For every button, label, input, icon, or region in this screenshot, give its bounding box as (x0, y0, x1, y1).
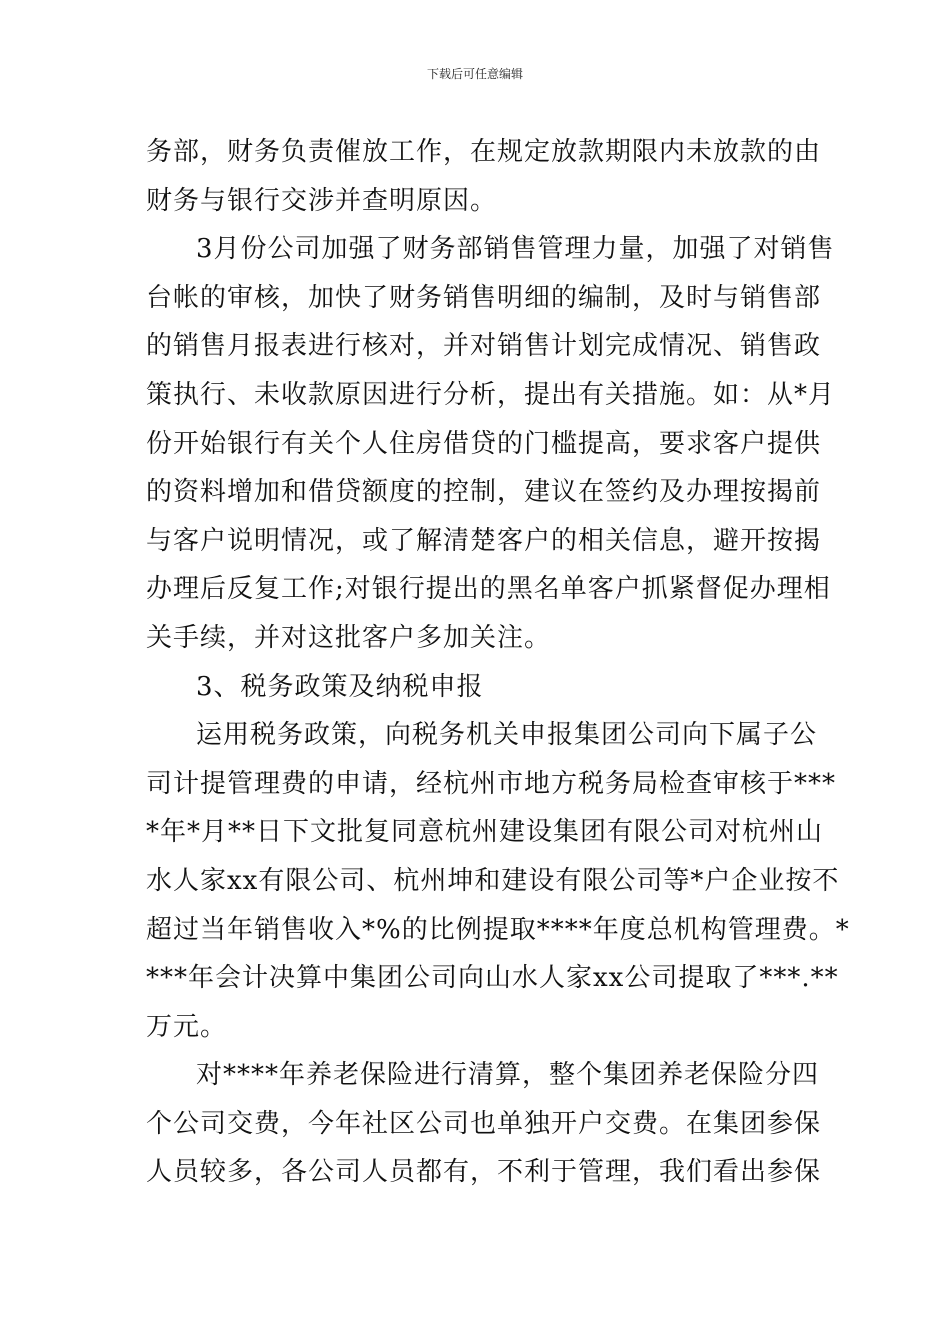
text-line: 份开始银行有关个人住房借贷的门槛提高，要求客户提供 (146, 428, 822, 459)
text-line: 策执行、未收款原因进行分析，提出有关措施。如：从*月 (146, 379, 836, 410)
section-heading: 3、税务政策及纳税申报 (196, 671, 484, 702)
text-line: 的销售月报表进行核对，并对销售计划完成情况、销售政 (146, 331, 822, 362)
text-line: 务部，财务负责催放工作，在规定放款期限内未放款的由 (146, 137, 822, 167)
text-line: 司计提管理费的申请，经杭州市地方税务局检查审核于*** (146, 768, 837, 799)
text-line: 关手续，并对这批客户多加关注。 (146, 622, 552, 653)
page-header: 下载后可任意编辑 (426, 67, 523, 81)
text-line: *年*月**日下文批复同意杭州建设集团有限公司对杭州山 (146, 817, 824, 848)
text-line: 台帐的审核，加快了财务销售明细的编制，及时与销售部 (146, 282, 822, 313)
text-line: 超过当年销售收入*%的比例提取****年度总机构管理费。* (146, 914, 850, 945)
text-line: 万元。 (146, 1011, 228, 1042)
text-line: 财务与银行交涉并查明原因。 (146, 185, 498, 216)
text-line: 与客户说明情况，或了解清楚客户的相关信息，避开按揭 (146, 525, 822, 556)
text-line: 人员较多，各公司人员都有，不利于管理，我们看出参保 (146, 1157, 822, 1188)
text-line: 运用税务政策，向税务机关申报集团公司向下属子公 (196, 720, 818, 751)
text-line: 办理后反复工作;对银行提出的黑名单客户抓紧督促办理相 (146, 574, 831, 605)
text-line: ***年会计决算中集团公司向山水人家xx公司提取了***.** (146, 963, 839, 994)
text-line: 个公司交费，今年社区公司也单独开户交费。在集团参保 (146, 1108, 822, 1139)
text-line: 水人家xx有限公司、杭州坤和建设有限公司等*户企业按不 (146, 865, 840, 896)
text-line: 对****年养老保险进行清算，整个集团养老保险分四 (196, 1060, 820, 1091)
text-line: 3月份公司加强了财务部销售管理力量，加强了对销售 (196, 234, 835, 265)
document-body (146, 128, 850, 1197)
text-line: 的资料增加和借贷额度的控制，建议在签约及办理按揭前 (146, 477, 822, 508)
